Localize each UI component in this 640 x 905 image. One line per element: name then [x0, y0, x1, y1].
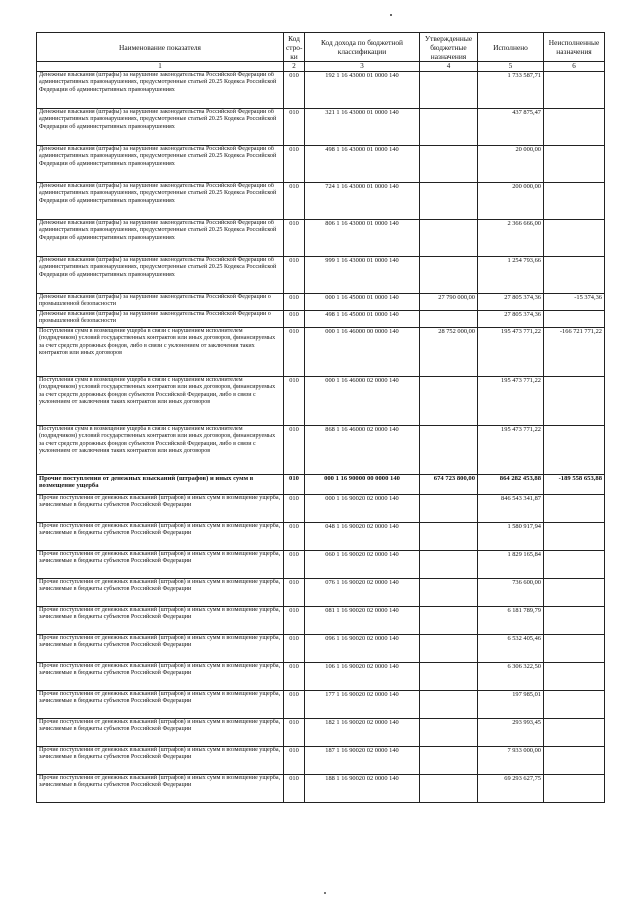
- row-line-code: 010: [284, 663, 305, 691]
- row-executed: 1 254 793,66: [478, 257, 544, 294]
- table-row: [37, 109, 605, 146]
- row-approved: [420, 635, 478, 663]
- row-unexecuted: [544, 775, 605, 803]
- row-name: Денежные взыскания (штрафы) за нарушение законодательства Российской Федерации об административных правонарушениях, предусмотренные статьей 20.25 Кодекса Российской Федерации об административных правонарушениях: [37, 109, 284, 146]
- row-executed: 195 473 771,22: [478, 426, 544, 475]
- table-row: [37, 635, 605, 663]
- row-unexecuted: [544, 72, 605, 109]
- row-name: Прочие поступления от денежных взысканий (штрафов) и иных сумм в возмещение ущерба, зачисляемые в бюджеты субъектов Российской Федерации: [37, 523, 284, 551]
- row-unexecuted: [544, 551, 605, 579]
- row-approved: [420, 377, 478, 426]
- row-line-code: 010: [284, 257, 305, 294]
- table-row: [37, 72, 605, 109]
- row-line-code: 010: [284, 328, 305, 377]
- table-row: [37, 607, 605, 635]
- row-approved: [420, 607, 478, 635]
- table-row: [37, 294, 605, 311]
- row-approved: [420, 146, 478, 183]
- row-approved: 28 752 000,00: [420, 328, 478, 377]
- row-executed: 200 000,00: [478, 183, 544, 220]
- row-executed: 27 805 374,36: [478, 294, 544, 311]
- table-row: [37, 691, 605, 719]
- row-name: Прочие поступления от денежных взысканий (штрафов) и иных сумм в возмещение ущерба, зачисляемые в бюджеты субъектов Российской Федерации: [37, 663, 284, 691]
- row-income-code: 724 1 16 43000 01 0000 140: [305, 183, 420, 220]
- column-number: 2: [284, 62, 305, 72]
- row-line-code: 010: [284, 635, 305, 663]
- row-executed: 195 473 771,22: [478, 377, 544, 426]
- row-executed: 6 532 405,46: [478, 635, 544, 663]
- row-income-code: 868 1 16 46000 02 0000 140: [305, 426, 420, 475]
- row-unexecuted: [544, 311, 605, 328]
- row-line-code: 010: [284, 775, 305, 803]
- row-unexecuted: [544, 663, 605, 691]
- column-number-row: [37, 62, 605, 72]
- row-income-code: 188 1 16 90020 02 0000 140: [305, 775, 420, 803]
- row-executed: 293 993,45: [478, 719, 544, 747]
- row-approved: [420, 220, 478, 257]
- row-line-code: 010: [284, 719, 305, 747]
- row-executed: 2 366 666,00: [478, 220, 544, 257]
- header-unexecuted: Неисполненные назначения: [544, 33, 605, 62]
- row-unexecuted: -166 721 771,22: [544, 328, 605, 377]
- row-executed: 1 829 165,84: [478, 551, 544, 579]
- row-income-code: 000 1 16 46000 02 0000 140: [305, 377, 420, 426]
- row-line-code: 010: [284, 294, 305, 311]
- row-name: Прочие поступления от денежных взысканий (штрафов) и иных сумм в возмещение ущерба, зачисляемые в бюджеты субъектов Российской Федерации: [37, 579, 284, 607]
- row-income-code: 081 1 16 90020 02 0000 140: [305, 607, 420, 635]
- row-unexecuted: [544, 220, 605, 257]
- row-name: Прочие поступления от денежных взысканий (штрафов) и иных сумм в возмещение ущерба, зачисляемые в бюджеты субъектов Российской Федерации: [37, 635, 284, 663]
- row-income-code: 048 1 16 90020 02 0000 140: [305, 523, 420, 551]
- row-name: Поступления сумм в возмещение ущерба в связи с нарушением исполнителем (подрядчиком) условий государственных контрактов или иных договоров, финансируемых за счет средств дорожных фондов субъектов Российской Федерации, либо в связи с уклонением от заключения таких контрактов или иных договоров: [37, 426, 284, 475]
- row-name: Денежные взыскания (штрафы) за нарушение законодательства Российской Федерации об административных правонарушениях, предусмотренные статьей 20.25 Кодекса Российской Федерации об административных правонарушениях: [37, 72, 284, 109]
- column-number: 1: [37, 62, 284, 72]
- scan-speck: [390, 14, 392, 16]
- row-unexecuted: [544, 146, 605, 183]
- row-name: Денежные взыскания (штрафы) за нарушение законодательства Российской Федерации об административных правонарушениях, предусмотренные статьей 20.25 Кодекса Российской Федерации об административных правонарушениях: [37, 183, 284, 220]
- row-executed: 1 580 917,94: [478, 523, 544, 551]
- row-name: Денежные взыскания (штрафы) за нарушение законодательства Российской Федерации об административных правонарушениях, предусмотренные статьей 20.25 Кодекса Российской Федерации об административных правонарушениях: [37, 257, 284, 294]
- row-line-code: 010: [284, 607, 305, 635]
- row-executed: 736 600,00: [478, 579, 544, 607]
- table-row: [37, 220, 605, 257]
- header-approved: Утвержденные бюджетные назначения: [420, 33, 478, 62]
- row-name: Прочие поступления от денежных взысканий (штрафов) и иных сумм в возмещение ущерба, зачисляемые в бюджеты субъектов Российской Федерации: [37, 551, 284, 579]
- row-unexecuted: -15 374,36: [544, 294, 605, 311]
- row-line-code: 010: [284, 691, 305, 719]
- table-row: [37, 328, 605, 377]
- row-income-code: 187 1 16 90020 02 0000 140: [305, 747, 420, 775]
- budget-income-table: [36, 32, 605, 803]
- table-row: [37, 377, 605, 426]
- row-unexecuted: [544, 691, 605, 719]
- table-row: [37, 311, 605, 328]
- table-row: [37, 426, 605, 475]
- table-row: [37, 747, 605, 775]
- row-approved: [420, 311, 478, 328]
- row-income-code: 000 1 16 45000 01 0000 140: [305, 294, 420, 311]
- row-approved: 674 723 800,00: [420, 475, 478, 495]
- row-income-code: 000 1 16 46000 00 0000 140: [305, 328, 420, 377]
- row-unexecuted: [544, 607, 605, 635]
- row-unexecuted: [544, 523, 605, 551]
- table-row: [37, 495, 605, 523]
- row-unexecuted: [544, 257, 605, 294]
- row-income-code: 192 1 16 43000 01 0000 140: [305, 72, 420, 109]
- row-name: Поступления сумм в возмещение ущерба в связи с нарушением исполнителем (подрядчиком) условий государственных контрактов или иных договоров, финансируемых за счет средств дорожных фондов, либо в связи с уклонением от заключения таких контрактов или иных договоров: [37, 328, 284, 377]
- row-unexecuted: [544, 377, 605, 426]
- row-line-code: 010: [284, 146, 305, 183]
- row-approved: [420, 523, 478, 551]
- row-unexecuted: [544, 109, 605, 146]
- row-income-code: 498 1 16 45000 01 0000 140: [305, 311, 420, 328]
- row-approved: [420, 495, 478, 523]
- row-income-code: 806 1 16 43000 01 0000 140: [305, 220, 420, 257]
- table-row: [37, 579, 605, 607]
- table-row: [37, 719, 605, 747]
- row-income-code: 000 1 16 90020 02 0000 140: [305, 495, 420, 523]
- table-row: [37, 257, 605, 294]
- row-unexecuted: [544, 635, 605, 663]
- row-name: Прочие поступления от денежных взысканий (штрафов) и иных сумм в возмещение ущерба: [37, 475, 284, 495]
- row-executed: 6 181 789,79: [478, 607, 544, 635]
- row-name: Поступления сумм в возмещение ущерба в связи с нарушением исполнителем (подрядчиком) условий государственных контрактов или иных договоров, финансируемых за счет средств дорожных фондов субъектов Российской Федерации, либо в связи с уклонением от заключения таких контрактов или иных договоров: [37, 377, 284, 426]
- header-line-code: Код стро-ки: [284, 33, 305, 62]
- row-unexecuted: [544, 426, 605, 475]
- row-name: Прочие поступления от денежных взысканий (штрафов) и иных сумм в возмещение ущерба, зачисляемые в бюджеты субъектов Российской Федерации: [37, 747, 284, 775]
- table-row: [37, 663, 605, 691]
- row-line-code: 010: [284, 495, 305, 523]
- report-sheet: [36, 32, 604, 803]
- table-row: [37, 146, 605, 183]
- row-name: Денежные взыскания (штрафы) за нарушение законодательства Российской Федерации об административных правонарушениях, предусмотренные статьей 20.25 Кодекса Российской Федерации об административных правонарушениях: [37, 220, 284, 257]
- row-income-code: 096 1 16 90020 02 0000 140: [305, 635, 420, 663]
- table-header-row: [37, 33, 605, 62]
- row-name: Прочие поступления от денежных взысканий (штрафов) и иных сумм в возмещение ущерба, зачисляемые в бюджеты субъектов Российской Федерации: [37, 719, 284, 747]
- table-row: [37, 551, 605, 579]
- row-name: Прочие поступления от денежных взысканий (штрафов) и иных сумм в возмещение ущерба, зачисляемые в бюджеты субъектов Российской Федерации: [37, 775, 284, 803]
- row-income-code: 000 1 16 90000 00 0000 140: [305, 475, 420, 495]
- row-name: Денежные взыскания (штрафы) за нарушение законодательства Российской Федерации о промышленной безопасности: [37, 294, 284, 311]
- row-line-code: 010: [284, 183, 305, 220]
- row-name: Денежные взыскания (штрафы) за нарушение законодательства Российской Федерации о промышленной безопасности: [37, 311, 284, 328]
- row-unexecuted: [544, 747, 605, 775]
- row-approved: [420, 663, 478, 691]
- row-executed: 69 293 627,75: [478, 775, 544, 803]
- row-income-code: 177 1 16 90020 02 0000 140: [305, 691, 420, 719]
- row-income-code: 076 1 16 90020 02 0000 140: [305, 579, 420, 607]
- row-name: Денежные взыскания (штрафы) за нарушение законодательства Российской Федерации об административных правонарушениях, предусмотренные статьей 20.25 Кодекса Российской Федерации об административных правонарушениях: [37, 146, 284, 183]
- row-approved: [420, 551, 478, 579]
- row-income-code: 060 1 16 90020 02 0000 140: [305, 551, 420, 579]
- row-line-code: 010: [284, 523, 305, 551]
- row-line-code: 010: [284, 551, 305, 579]
- row-approved: [420, 257, 478, 294]
- row-executed: 846 543 341,87: [478, 495, 544, 523]
- row-line-code: 010: [284, 220, 305, 257]
- table-row: [37, 523, 605, 551]
- table-row: [37, 775, 605, 803]
- row-executed: 864 282 453,88: [478, 475, 544, 495]
- row-line-code: 010: [284, 747, 305, 775]
- header-name: Наименование показателя: [37, 33, 284, 62]
- row-approved: [420, 426, 478, 475]
- row-unexecuted: [544, 719, 605, 747]
- row-income-code: 498 1 16 43000 01 0000 140: [305, 146, 420, 183]
- column-number: 3: [305, 62, 420, 72]
- row-line-code: 010: [284, 579, 305, 607]
- row-unexecuted: [544, 579, 605, 607]
- scan-speck: [324, 892, 326, 894]
- row-approved: 27 790 000,00: [420, 294, 478, 311]
- row-name: Прочие поступления от денежных взысканий (штрафов) и иных сумм в возмещение ущерба, зачисляемые в бюджеты субъектов Российской Федерации: [37, 607, 284, 635]
- row-unexecuted: [544, 495, 605, 523]
- row-executed: 20 000,00: [478, 146, 544, 183]
- row-approved: [420, 719, 478, 747]
- row-executed: 197 985,01: [478, 691, 544, 719]
- table-body: [37, 72, 605, 803]
- row-line-code: 010: [284, 311, 305, 328]
- row-income-code: 321 1 16 43000 01 0000 140: [305, 109, 420, 146]
- row-line-code: 010: [284, 72, 305, 109]
- row-approved: [420, 109, 478, 146]
- column-number: 6: [544, 62, 605, 72]
- row-approved: [420, 691, 478, 719]
- row-executed: 27 805 374,36: [478, 311, 544, 328]
- row-line-code: 010: [284, 377, 305, 426]
- row-executed: 1 733 587,71: [478, 72, 544, 109]
- row-approved: [420, 747, 478, 775]
- row-unexecuted: -189 558 653,88: [544, 475, 605, 495]
- column-number: 4: [420, 62, 478, 72]
- row-line-code: 010: [284, 426, 305, 475]
- row-income-code: 182 1 16 90020 02 0000 140: [305, 719, 420, 747]
- row-approved: [420, 775, 478, 803]
- row-line-code: 010: [284, 475, 305, 495]
- row-executed: 7 933 000,00: [478, 747, 544, 775]
- row-unexecuted: [544, 183, 605, 220]
- row-executed: 195 473 771,22: [478, 328, 544, 377]
- row-line-code: 010: [284, 109, 305, 146]
- row-approved: [420, 183, 478, 220]
- row-approved: [420, 579, 478, 607]
- row-name: Прочие поступления от денежных взысканий (штрафов) и иных сумм в возмещение ущерба, зачисляемые в бюджеты субъектов Российской Федерации: [37, 691, 284, 719]
- row-income-code: 106 1 16 90020 02 0000 140: [305, 663, 420, 691]
- row-executed: 437 875,47: [478, 109, 544, 146]
- row-approved: [420, 72, 478, 109]
- header-executed: Исполнено: [478, 33, 544, 62]
- row-name: Прочие поступления от денежных взысканий (штрафов) и иных сумм в возмещение ущерба, зачисляемые в бюджеты субъектов Российской Федерации: [37, 495, 284, 523]
- header-income-code: Код дохода по бюджетной классификации: [305, 33, 420, 62]
- column-number: 5: [478, 62, 544, 72]
- table-row: [37, 475, 605, 495]
- row-executed: 6 306 322,50: [478, 663, 544, 691]
- table-row: [37, 183, 605, 220]
- row-income-code: 999 1 16 43000 01 0000 140: [305, 257, 420, 294]
